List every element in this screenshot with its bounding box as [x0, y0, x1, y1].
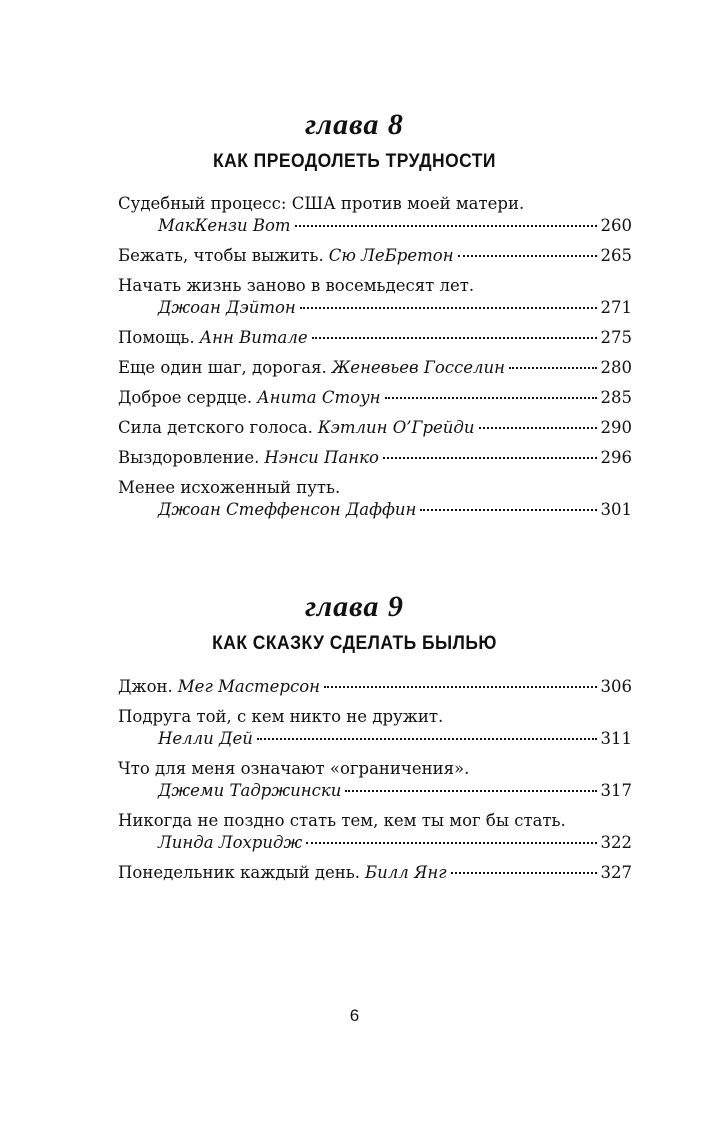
entry-page: 301 — [600, 500, 632, 519]
entry-author: Джоан Дэйтон — [158, 298, 296, 317]
entry-author: МакКензи Вот — [158, 216, 291, 235]
entry-page: 290 — [600, 418, 632, 437]
dot-leader — [451, 872, 597, 874]
entry-title: Подруга той, с кем никто не дружит. — [118, 707, 444, 726]
entry-page: 271 — [600, 298, 632, 317]
entry-title: Еще один шаг, дорогая. — [118, 358, 327, 377]
entry-author: Нэнси Панко — [264, 448, 379, 467]
entry-author: Анита Стоун — [257, 388, 381, 407]
entry-title: Выздоровление. — [118, 448, 260, 467]
entry-page: 265 — [600, 246, 632, 265]
toc-entry[interactable] — [118, 477, 632, 521]
toc-entry[interactable] — [118, 327, 632, 349]
page-number: 6 — [349, 1006, 360, 1025]
entry-page: 285 — [600, 388, 632, 407]
chapter-title: КАК СКАЗКУ СДЕЛАТЬ БЫЛЬЮ — [212, 633, 497, 654]
entry-title: Доброе сердце. — [118, 388, 253, 407]
entry-title: Сила детского голоса. — [118, 418, 313, 437]
chapter-9-header — [0, 590, 709, 656]
entry-title: Судебный процесс: США против моей матери. — [118, 194, 525, 213]
dot-leader — [385, 397, 597, 399]
toc-entry[interactable] — [118, 706, 632, 750]
chapter-8-header — [0, 108, 709, 174]
entry-page: 317 — [600, 781, 632, 800]
toc-entry[interactable] — [118, 275, 632, 319]
toc-entry[interactable] — [118, 193, 632, 237]
entry-page: 280 — [600, 358, 632, 377]
toc-entry[interactable] — [118, 417, 632, 439]
entry-page: 311 — [600, 729, 632, 748]
toc-entry[interactable] — [118, 357, 632, 379]
toc-entry[interactable] — [118, 758, 632, 802]
entry-title: Начать жизнь заново в восемьдесят лет. — [118, 276, 475, 295]
dot-leader — [300, 307, 597, 309]
toc-entry[interactable] — [118, 447, 632, 469]
entry-title: Бежать, чтобы выжить. — [118, 246, 324, 265]
entry-page: 275 — [600, 328, 632, 347]
dot-leader — [295, 225, 597, 227]
dot-leader — [509, 367, 596, 369]
toc-entry[interactable] — [118, 387, 632, 409]
chapter-9-toc — [118, 676, 632, 892]
entry-author: Мег Мастерсон — [177, 677, 321, 696]
chapter-8-toc — [118, 193, 632, 529]
entry-author: Женевьев Госселин — [331, 358, 506, 377]
entry-author: Джоан Стеффенсон Даффин — [158, 500, 417, 519]
dot-leader — [312, 337, 597, 339]
entry-page: 296 — [600, 448, 632, 467]
entry-author: Анн Витале — [199, 328, 308, 347]
chapter-title: КАК ПРЕОДОЛЕТЬ ТРУДНОСТИ — [213, 151, 496, 172]
entry-title: Помощь. — [118, 328, 195, 347]
dot-leader — [420, 509, 596, 511]
dot-leader — [324, 686, 596, 688]
entry-author: Билл Янг — [365, 863, 447, 882]
dot-leader — [257, 738, 597, 740]
entry-page: 306 — [600, 677, 632, 696]
entry-title: Менее исхоженный путь. — [118, 478, 341, 497]
chapter-label: глава 8 — [305, 108, 404, 141]
chapter-label: глава 9 — [305, 590, 404, 623]
dot-leader — [345, 790, 596, 792]
entry-author: Кэтлин О’Грейди — [317, 418, 475, 437]
entry-page: 327 — [600, 863, 632, 882]
entry-page: 322 — [600, 833, 632, 852]
entry-page: 260 — [600, 216, 632, 235]
toc-entry[interactable] — [118, 810, 632, 854]
entry-title: Что для меня означают «ограничения». — [118, 759, 470, 778]
toc-entry[interactable] — [118, 245, 632, 267]
entry-title: Понедельник каждый день. — [118, 863, 361, 882]
dot-leader — [306, 842, 596, 844]
entry-author: Джеми Тадржински — [158, 781, 342, 800]
dot-leader — [383, 457, 597, 459]
toc-entry[interactable] — [118, 862, 632, 884]
entry-author: Сю ЛеБретон — [328, 246, 454, 265]
entry-author: Нелли Дей — [158, 729, 253, 748]
toc-entry[interactable] — [118, 676, 632, 698]
entry-author: Линда Лохридж — [158, 833, 303, 852]
entry-title: Джон. — [118, 677, 173, 696]
entry-title: Никогда не поздно стать тем, кем ты мог бы стать. — [118, 811, 566, 830]
dot-leader — [479, 427, 597, 429]
dot-leader — [458, 255, 597, 257]
